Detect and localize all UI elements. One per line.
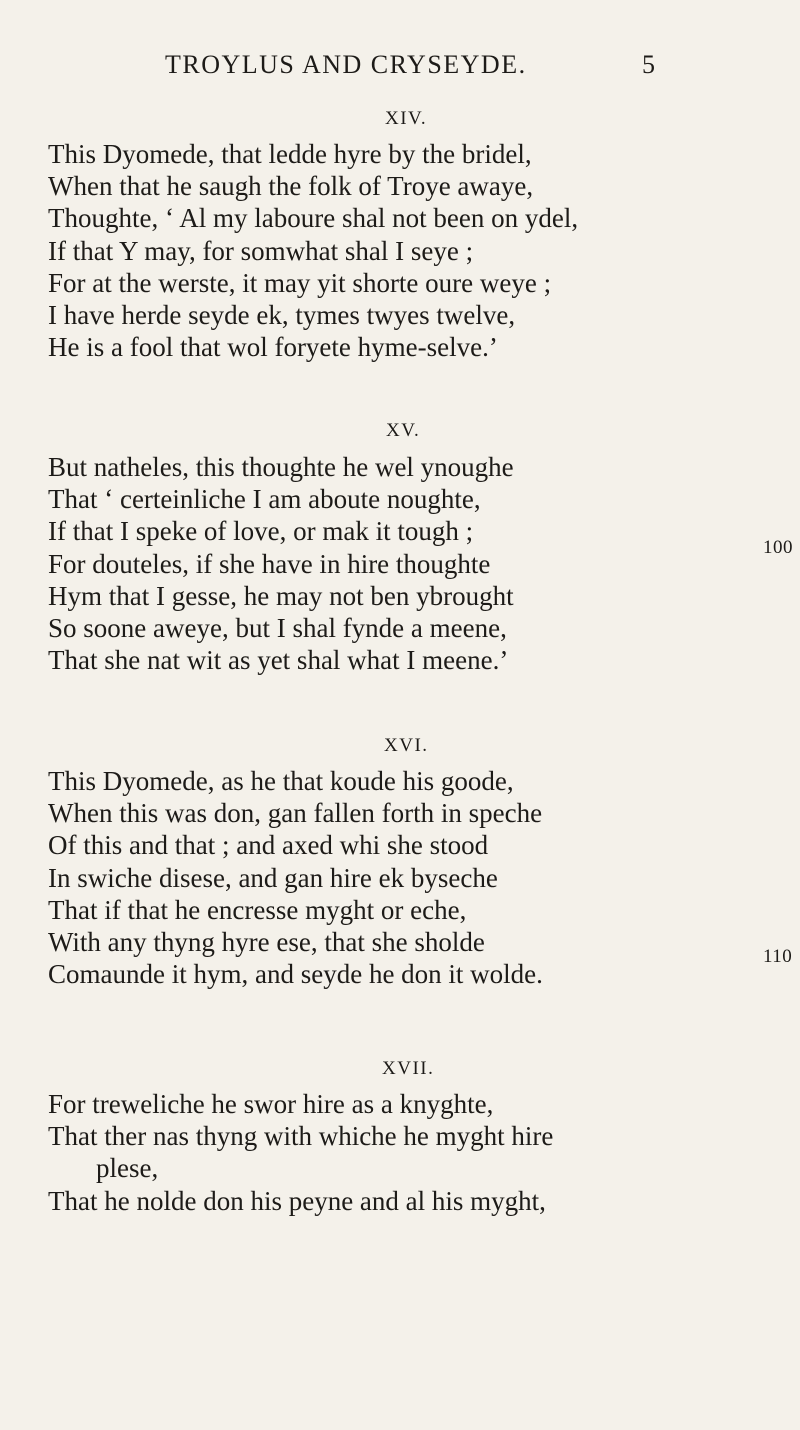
verse-line: Thoughte, ‘ Al my laboure shal not been on ydel, [48,203,579,234]
verse-line: That if that he encresse myght or eche, [48,894,467,925]
running-title: TROYLUS AND CRYSEYDE. [165,50,527,79]
stanza-number: XIV. [385,108,428,129]
verse-line: In swiche disese, and gan hire ek byseche [48,862,498,893]
verse-line: That he nolde don his peyne and al his myght, [48,1185,546,1216]
verse-line-continuation: plese, [96,1153,159,1184]
verse-line: Comaunde it hym, and seyde he don it wolde. [48,959,543,990]
verse-line: When this was don, gan fallen forth in speche [48,798,543,829]
stanza-number: XVI. [384,735,429,756]
stanza-number: XV. [386,420,421,441]
verse-line: If that I speke of love, or mak it tough ; [48,516,474,547]
stanza [48,1088,748,1217]
verse-line: He is a fool that wol foryete hyme-selve.’ [48,332,498,363]
verse-line: That ther nas thyng with whiche he myght hire [48,1121,554,1152]
verse-line: So soone aweye, but I shal fynde a meene, [48,612,507,643]
verse-line: Of this and that ; and axed whi she stood [48,830,489,861]
verse-line: For douteles, if she have in hire thoughte [48,548,491,579]
verse-line: For at the werste, it may yit shorte oure weye ; [48,267,552,298]
verse-line: But natheles, this thoughte he wel ynoughe [48,452,514,482]
stanza [48,138,748,363]
line-number: 110 [763,946,793,967]
verse-line: That ‘ certeinliche I am aboute noughte, [48,484,481,515]
stanza [48,765,748,990]
verse-line: When that he saugh the folk of Troye awaye, [48,171,534,202]
page-number: 5 [642,50,655,79]
stanza [48,451,748,676]
running-head [165,50,655,90]
verse-line: If that Y may, for somwhat shal I seye ; [48,235,474,266]
verse-line: With any thyng hyre ese, that she sholde [48,926,485,957]
line-number: 100 [763,537,793,558]
stanza-number: XVII. [382,1058,435,1079]
verse-line: Hym that I gesse, he may not ben ybrought [48,580,514,611]
verse-line: This Dyomede, that ledde hyre by the bridel, [48,139,532,169]
verse-line: This Dyomede, as he that koude his goode, [48,766,514,796]
verse-line: I have herde seyde ek, tymes twyes twelve, [48,299,516,330]
verse-line: For treweliche he swor hire as a knyghte, [48,1089,494,1119]
verse-line: That she nat wit as yet shal what I meene.’ [48,645,509,676]
